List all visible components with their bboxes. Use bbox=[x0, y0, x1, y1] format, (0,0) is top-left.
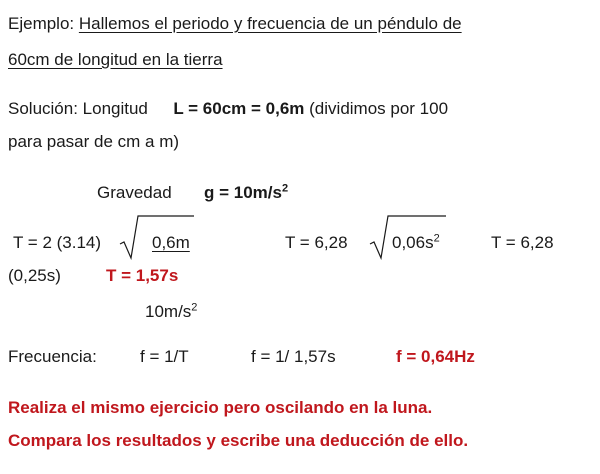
gravity-equation: $g = 10m/s^2$ bbox=[204, 182, 289, 202]
formula3-lhs: T = 6,28 bbox=[491, 233, 554, 252]
formula1-lhs: T = 2 (3.14) bbox=[13, 233, 102, 252]
formula1-numerator: 0,6m bbox=[152, 233, 190, 252]
heading-line-1: Hallemos el periodo y frecuencia de un péndulo de bbox=[78, 14, 462, 33]
denominator-exponent: 2 bbox=[191, 301, 198, 314]
frequency-result: f = 0,64Hz bbox=[396, 347, 475, 366]
example-heading bbox=[8, 14, 462, 34]
radicand-exponent: 2 bbox=[433, 232, 440, 245]
formula1-denominator: $10m/s^2$ bbox=[145, 301, 198, 321]
solution-line bbox=[8, 99, 448, 119]
frequency-definition: f = 1/T bbox=[140, 347, 189, 366]
solution-note-2: para pasar de cm a m) bbox=[8, 132, 180, 151]
solution-label: Solución: Longitud bbox=[8, 99, 148, 118]
heading-line-2: 60cm de longitud en la tierra bbox=[8, 50, 223, 69]
gravity-exponent: 2 bbox=[281, 182, 289, 195]
frequency-label: Frecuencia: bbox=[8, 347, 97, 366]
frequency-calculation: f = 1/ 1,57s bbox=[251, 347, 336, 366]
task-line-2: Compara los resultados y escribe una deducción de ello. bbox=[8, 431, 469, 450]
length-equation: L = 60cm = 0,6m bbox=[173, 99, 305, 118]
formula2-lhs: T = 6,28 bbox=[285, 233, 348, 252]
example-label: Ejemplo: bbox=[8, 14, 79, 33]
period-result: T = 1,57s bbox=[106, 266, 179, 285]
task-line-1: Realiza el mismo ejercicio pero oscilando en la luna. bbox=[8, 398, 433, 417]
formula3-continuation: (0,25s) bbox=[8, 266, 61, 285]
formula2-radicand: $0,06s^2$ bbox=[392, 232, 440, 252]
solution-note-1: (dividimos por 100 bbox=[304, 99, 449, 118]
gravity-label: Gravedad bbox=[97, 183, 172, 202]
